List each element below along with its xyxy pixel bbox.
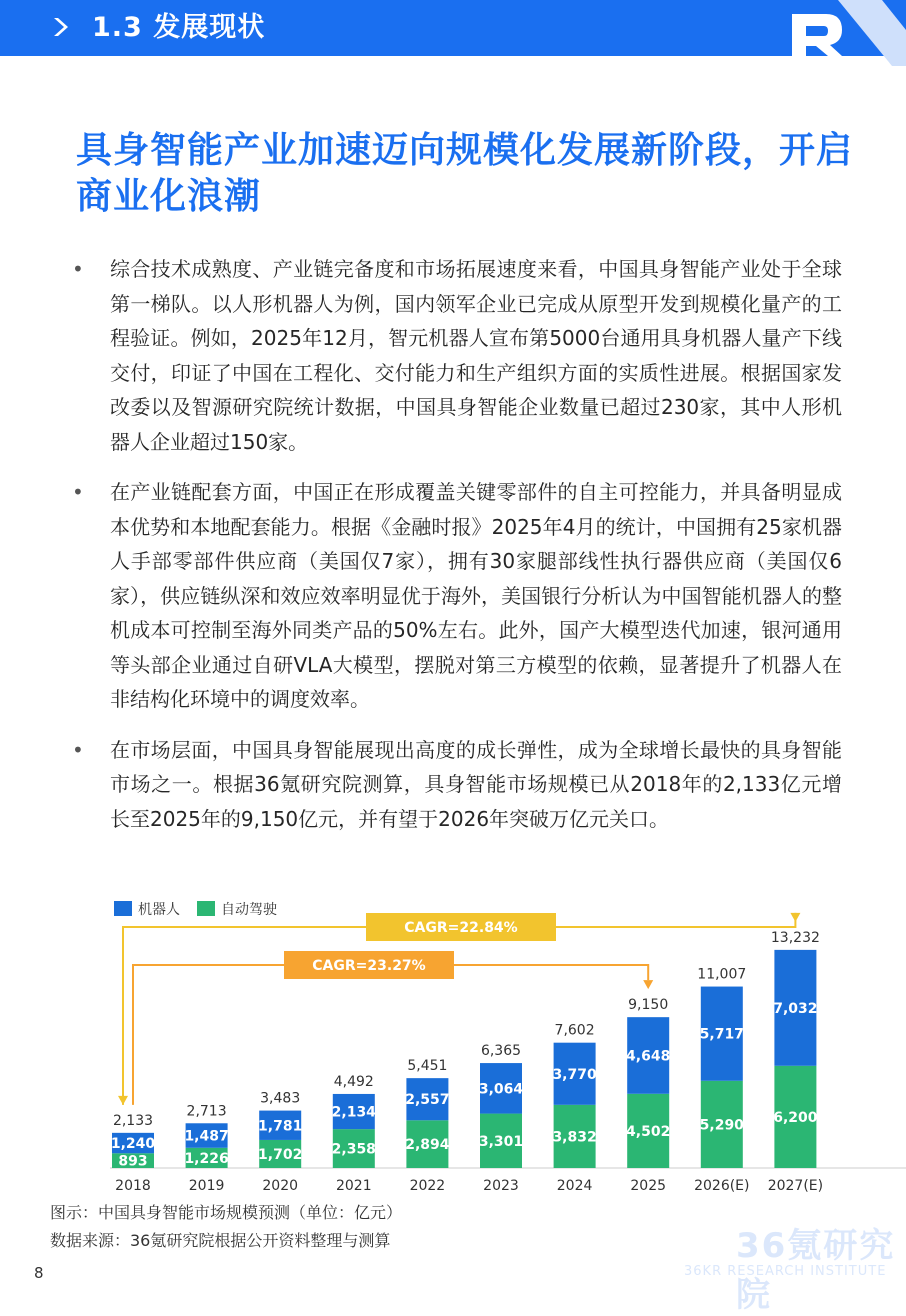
total-label: 13,232 [770,929,820,946]
value-label-robot: 2,557 [405,1092,450,1109]
value-label-robot: 7,032 [773,1000,818,1017]
total-label: 11,007 [697,966,747,983]
value-label-autonomous-driving: 5,290 [699,1117,744,1134]
total-label: 2,713 [186,1103,227,1120]
figure-caption: 图示：中国具身智能市场规模预测（单位：亿元） [50,1203,403,1222]
bullet-item [72,475,842,717]
total-label: 6,365 [480,1043,522,1060]
arrow-head [790,913,800,922]
bullet-item [72,252,842,459]
chevron-right-icon [48,14,74,40]
value-label-autonomous-driving: 6,200 [773,1109,818,1126]
x-tick-label: 2018 [115,1178,151,1194]
bullet-text: 综合技术成熟度、产业链完备度和市场拓展速度来看，中国具身智能产业处于全球第一梯队。以人形机器人为例，国内领军企业已完成从原型开发到规模化量产的工程验证。例如，2025年12月，智元机器人宣布第5000台通用具身机器人量产下线交付，印证了中国在工程化、交付能力和生产组织方面的实质性进展。根据国家发改委以及智源研究院统计数据，中国具身智能企业数量已超过230家，其中人形机器人企业超过150家。 [110,257,842,454]
value-label-robot: 1,487 [184,1128,229,1145]
market-size-chart [72,892,906,1202]
chart-svg [72,892,906,1202]
total-label: 3,483 [260,1090,301,1107]
value-label-robot: 5,717 [699,1026,744,1043]
value-label-autonomous-driving: 3,832 [552,1129,597,1146]
page-title: 具身智能产业加速迈向规模化发展新阶段，开启商业化浪潮 [76,130,854,217]
value-label-autonomous-driving: 2,894 [405,1137,450,1154]
value-label-robot: 2,134 [331,1104,376,1121]
watermark [684,1218,896,1315]
bullet-text: 在市场层面，中国具身智能展现出高度的成长弹性，成为全球增长最快的具身智能市场之一。根据36氪研究院测算，具身智能市场规模已从2018年的2,133亿元增长至2025年的9,150亿元，并有望于2026年突破万亿元关口。 [110,737,842,831]
cagr-label: CAGR=22.84% [404,920,518,936]
x-tick-label: 2025 [630,1178,667,1194]
value-label-robot: 1,781 [258,1118,303,1135]
bullet-item [72,733,842,837]
total-label: 9,150 [628,997,669,1014]
x-tick-label: 2026(E) [694,1178,750,1194]
cagr-label: CAGR=23.27% [312,958,426,974]
bullet-marker: • [72,737,84,762]
page-number: 8 [34,1264,44,1282]
total-label: 4,492 [333,1073,374,1090]
bullet-marker: • [72,480,84,504]
arrow-head [643,980,653,989]
value-label-autonomous-driving: 4,502 [626,1123,671,1140]
section-title: 1.3 发展现状 [92,12,266,43]
x-tick-label: 2027(E) [767,1178,824,1194]
x-tick-label: 2021 [335,1178,372,1194]
x-tick-label: 2024 [556,1178,593,1194]
value-label-robot: 3,064 [478,1081,524,1098]
value-label-autonomous-driving: 893 [118,1153,148,1170]
bullet-list [72,252,842,852]
bullet-text: 在产业链配套方面，中国正在形成覆盖关键零部件的自主可控能力，并具备明显成本优势和本地配套能力。根据《金融时报》2025年4月的统计，中国拥有25家机器人手部零部件供应商（美国仅7家），拥有30家腿部线性执行器供应商（美国仅6家），供应链纵深和效应效率明显优于海外，美国银行分析认为中国智能机器人的整机成本可控制至海外同类产品的50%左右。此外，国产大模型迭代加速，银河通用等头部企业通过自研VLA大模型，摆脱对第三方模型的依赖，显著提升了机器人在非结构化环境中的调度效率。 [110,480,842,711]
value-label-robot: 3,770 [552,1066,597,1083]
data-source: 数据来源：36氪研究院根据公开资料整理与测算 [50,1231,391,1250]
legend-swatch [197,901,215,916]
value-label-robot: 1,240 [110,1136,156,1153]
value-label-autonomous-driving: 2,358 [331,1141,376,1158]
total-label: 2,133 [112,1112,154,1129]
watermark-cn: 36氪研究院 [736,1226,896,1315]
value-label-autonomous-driving: 1,702 [258,1146,303,1163]
legend-label: 自动驾驶 [221,902,277,918]
x-tick-label: 2022 [409,1178,446,1194]
total-label: 5,451 [407,1058,448,1075]
x-tick-label: 2023 [483,1178,519,1194]
brand-logo-icon [782,0,906,66]
x-tick-label: 2019 [188,1178,225,1194]
legend-label: 机器人 [138,902,180,918]
cagr-bracket-line [123,913,795,1105]
legend-swatch [114,901,132,916]
total-label: 7,602 [554,1022,595,1039]
bullet-marker: • [72,257,84,281]
header-bar [0,0,906,56]
value-label-autonomous-driving: 3,301 [478,1133,524,1150]
x-tick-label: 2020 [262,1178,299,1194]
value-label-robot: 4,648 [626,1048,671,1065]
value-label-autonomous-driving: 1,226 [184,1150,229,1167]
arrow-head [118,1096,128,1105]
watermark-en: 36KR RESEARCH INSTITUTE [684,1264,887,1279]
